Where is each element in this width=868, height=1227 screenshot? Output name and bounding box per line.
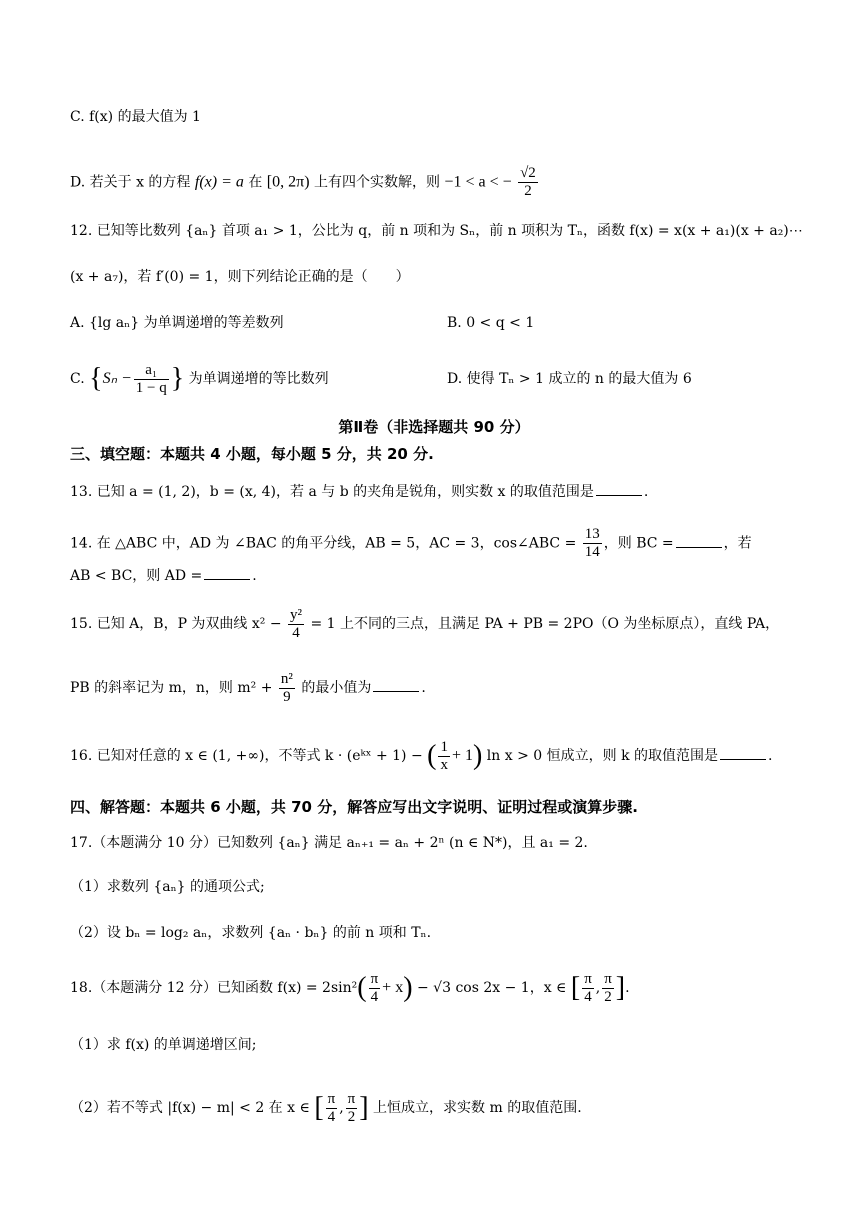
- q18-part1: （1）求 f(x) 的单调递增区间;: [70, 1037, 257, 1053]
- q11-d-equation: f(x) = a: [194, 173, 244, 191]
- fraction-pi-over-4: $\frac{\pi}{4}$: [370, 970, 379, 1005]
- q12-stem-line2: (x + a₇)，若 f′(0) = 1，则下列结论正确的是（ ）: [70, 269, 410, 285]
- q14-text-1: 14. 在 △ABC 中，AD 为 ∠BAC 的角平分线，AB = 5，AC = 3，cos∠ABC =: [70, 535, 577, 552]
- fraction-13-over-14: $\frac{13}{14}$: [584, 526, 600, 560]
- paren-right: ): [403, 972, 413, 1003]
- bracket-right: ]: [615, 972, 626, 1003]
- q16-text-2: ln x > 0 恒成立，则 k 的取值范围是: [486, 748, 719, 764]
- q11-option-d: [70, 165, 828, 200]
- q11-d-mid2: 上有四个实数解，则: [313, 174, 440, 191]
- fraction-pi-over-2-b: $\frac{\pi}{2}$: [347, 1090, 356, 1125]
- q16-answer-blank: [720, 745, 766, 760]
- q11-d-interval: [0, 2π): [266, 173, 310, 191]
- q15-end: .: [421, 680, 426, 696]
- fraction-a1-over-1-minus-q: $\frac{\text{a₁}}{1 - q}$: [135, 361, 167, 396]
- q12-options-cd: [70, 360, 828, 398]
- brace-right: }: [170, 363, 185, 394]
- bracket-right-2: ]: [359, 1092, 369, 1123]
- q15-text-2: = 1 上不同的三点，且满足 PA + PB = 2PO（O 为坐标原点），直线 PA，: [310, 616, 780, 632]
- q12-option-d: D. 使得 Tₙ > 1 成立的 n 的最大值为 6: [447, 371, 692, 387]
- q12-option-a: A. {lg aₙ} 为单调递增的等差数列: [70, 315, 284, 331]
- q18-stem: 18.（本题满分 12 分）已知函数 f(x) = 2sin²( $\frac{\pi}{4}$ + x) − √3 cos 2x − 1，x ∈ [ $\frac{\pi}{4}$ , $\frac{\pi}{2}$ ].: [70, 970, 630, 1005]
- q18-end: .: [625, 980, 630, 996]
- q17-stem: 17.（本题满分 10 分）已知数列 {aₙ} 满足 aₙ₊₁ = aₙ + 2ⁿ (n ∈ N*)，且 a₁ = 2.: [70, 835, 588, 851]
- q18-plus-x: + x: [382, 979, 404, 996]
- q17-part2: （2）设 bₙ = log₂ aₙ，求数列 {aₙ · bₙ} 的前 n 项和 Tₙ.: [70, 925, 432, 941]
- q14-line2: [70, 565, 828, 587]
- bracket-left-2: [: [314, 1092, 324, 1123]
- q14-ad-blank: [204, 565, 250, 580]
- paren-left: (: [357, 972, 367, 1003]
- q15-text-1: 15. 已知 A，B，P 为双曲线 x² −: [70, 616, 282, 632]
- q15-line1: [70, 604, 828, 644]
- q14-text-3: ，若: [723, 535, 752, 552]
- q12-stem-line1: 12. 已知等比数列 {aₙ} 首项 a₁ > 1，公比为 q，前 n 项和为 Sₙ，前 n 项积为 Tₙ，函数 f(x) = x(x + a₁)(x + a₂)⋯: [70, 223, 803, 239]
- q15-text-3: PB 的斜率记为 m，n，则 m² +: [70, 680, 273, 696]
- part2-title: 第Ⅱ卷（非选择题共 90 分）: [338, 418, 530, 436]
- q16-plus-one: + 1: [451, 747, 474, 764]
- q15-line2: [70, 668, 828, 708]
- fraction-pi-over-4-c: $\frac{\pi}{4}$: [327, 1090, 336, 1125]
- q13-end: .: [643, 484, 649, 500]
- q15-text-4: 的最小值为: [301, 680, 372, 696]
- q18-part2: （2）若不等式 |f(x) − m| < 2 在 x ∈ [ $\frac{\pi}{4}$ , $\frac{\pi}{2}$ ] 上恒成立，求实数 m 的取值范围.: [70, 1090, 582, 1125]
- q14-text-4: AB < BC，则 AD =: [70, 568, 203, 584]
- q18-text-2: − √3 cos 2x − 1，x ∈: [416, 980, 567, 996]
- fraction-y2-over-4: $\frac{\text{y²}}{4}$: [290, 606, 303, 641]
- q11-option-c: C. f(x) 的最大值为 1: [70, 109, 201, 125]
- q14-end: .: [252, 568, 257, 584]
- fraction-pi-over-4-b: $\frac{\pi}{4}$: [584, 970, 592, 1005]
- q13-answer-blank: [596, 481, 642, 496]
- q13: [70, 481, 828, 503]
- q12-option-c-text: 为单调递增的等比数列: [188, 371, 329, 387]
- q16-text-1: 16. 已知对任意的 x ∈ (1, +∞)，不等式 k · (eᵏˣ + 1) −: [70, 748, 423, 764]
- q15-answer-blank: [373, 677, 419, 692]
- fraction-1-over-x: $\frac{1}{x}$: [440, 738, 448, 773]
- q17-part1: （1）求数列 {aₙ} 的通项公式;: [70, 879, 265, 895]
- q16: [70, 736, 828, 776]
- section4-heading: 四、解答题：本题共 6 小题，共 70 分，解答应写出文字说明、证明过程或演算步骤.: [70, 798, 638, 816]
- q18-text-3: （2）若不等式 |f(x) − m| < 2 在 x ∈: [70, 1100, 310, 1116]
- fraction-sqrt2-over-2: $\frac{√2}{2}$: [520, 165, 536, 199]
- brace-left: {: [89, 363, 103, 394]
- q18-text-4: 上恒成立，求实数 m 的取值范围.: [373, 1100, 582, 1116]
- q14-text-2: ，则 BC =: [603, 535, 674, 552]
- fraction-n2-over-9: $\frac{\text{n²}}{9}$: [280, 670, 293, 705]
- q11-d-mid: 在: [248, 174, 263, 191]
- q11-d-prefix: D. 若关于 x 的方程: [70, 174, 191, 191]
- section3-heading: 三、填空题：本题共 4 小题，每小题 5 分，共 20 分.: [70, 445, 434, 463]
- q18-text-1: 18.（本题满分 12 分）已知函数 f(x) = 2sin²: [70, 980, 358, 996]
- q12-option-b: B. 0 < q < 1: [447, 315, 535, 331]
- q12-option-c-label: C.: [70, 371, 85, 387]
- paren-left: (: [427, 740, 437, 771]
- q12-options-ab: [70, 312, 828, 334]
- q11-d-condition: −1 < a < −: [444, 173, 512, 191]
- paren-right: ): [473, 740, 483, 771]
- bracket-left: [: [570, 972, 581, 1003]
- fraction-pi-over-2: $\frac{\pi}{2}$: [604, 970, 612, 1005]
- q13-text: 13. 已知 a = (1, 2)，b = (x, 4)，若 a 与 b 的夹角是锐角，则实数 x 的取值范围是: [70, 484, 594, 500]
- q16-end: .: [768, 748, 773, 764]
- q14-line1: [70, 526, 828, 561]
- q14-bc-blank: [676, 533, 722, 548]
- q12-c-sn: Sₙ −: [102, 370, 132, 387]
